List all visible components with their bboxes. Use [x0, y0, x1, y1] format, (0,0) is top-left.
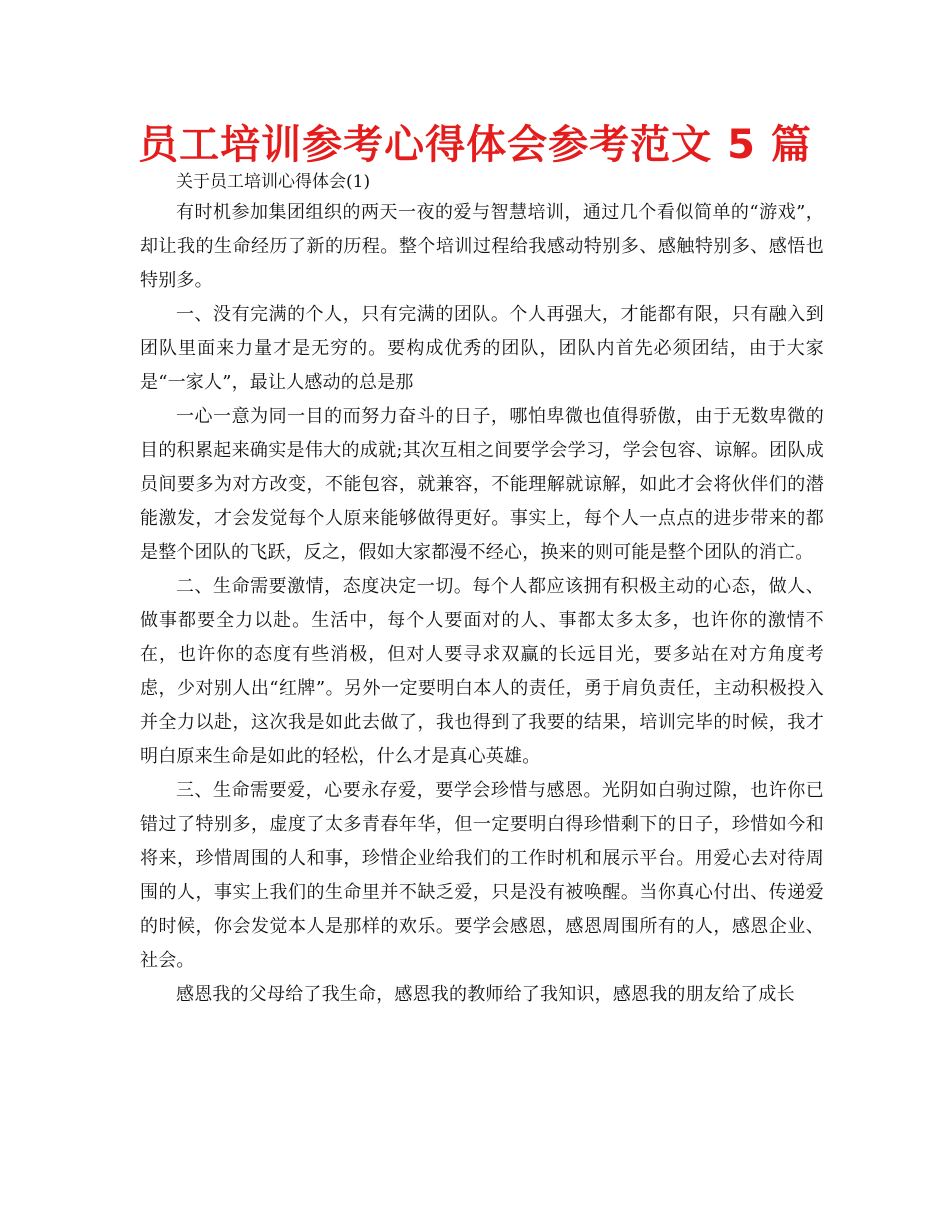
- paragraph-gratitude: 感恩我的父母给了我生命，感恩我的教师给了我知识，感恩我的朋友给了成长: [176, 984, 795, 1005]
- paragraph-point-one: 一、没有完满的个人，只有完满的团队。个人再强大，才能都有限，只有融入到团队里面来力量才是无穷的。要构成优秀的团队，团队内首先必须团结，由于大家是“一家人”，最让人感动的总是那: [140, 304, 824, 393]
- paragraph-point-two: 二、生命需要激情，态度决定一切。每个人都应该拥有积极主动的心态，做人、做事都要全力以赴。生活中，每个人要面对的人、事都太多太多，也许你的激情不在，也许你的态度有些消极，但对人要寻求双赢的长远目光，要多站在对方角度考虑，少对别人出“红牌”。另外一定要明白本人的责任，勇于肩负责任，主动积极投入并全力以赴，这次我是如此去做了，我也得到了我要的结果，培训完毕的时候，我才明白原来生命是如此的轻松，什么才是真心英雄。: [140, 576, 824, 767]
- document-title: 员工培训参考心得体会参考范文 5 篇: [138, 122, 812, 168]
- paragraph-point-three: 三、生命需要爱，心要永存爱，要学会珍惜与感恩。光阴如白驹过隙，也许你已错过了特别多，虚度了太多青春年华，但一定要明白得珍惜剩下的日子，珍惜如今和将来，珍惜周围的人和事，珍惜企业给我们的工作时机和展示平台。用爱心去对待周围的人，事实上我们的生命里并不缺乏爱，只是没有被唤醒。当你真心付出、传递爱的时候，你会发觉本人是那样的欢乐。要学会感恩，感恩周围所有的人，感恩企业、社会。: [140, 780, 824, 971]
- paragraph-intro: 有时机参加集团组织的两天一夜的爱与智慧培训，通过几个看似简单的“游戏”，却让我的生命经历了新的历程。整个培训过程给我感动特别多、感触特别多、感悟也特别多。: [140, 202, 824, 291]
- paragraph-point-one-continued: 一心一意为同一目的而努力奋斗的日子，哪怕卑微也值得骄傲，由于无数卑微的目的积累起来确实是伟大的成就;其次互相之间要学会学习，学会包容、谅解。团队成员间要多为对方改变，不能包容，就兼容，不能理解就谅解，如此才会将伙伴们的潜能激发，才会发觉每个人原来能够做得更好。事实上，每个人一点点的进步带来的都是整个团队的飞跃，反之，假如大家都漫不经心，换来的则可能是整个团队的消亡。: [140, 406, 824, 563]
- document-subtitle: 关于员工培训心得体会(1): [176, 172, 371, 192]
- document-body: [140, 196, 824, 1012]
